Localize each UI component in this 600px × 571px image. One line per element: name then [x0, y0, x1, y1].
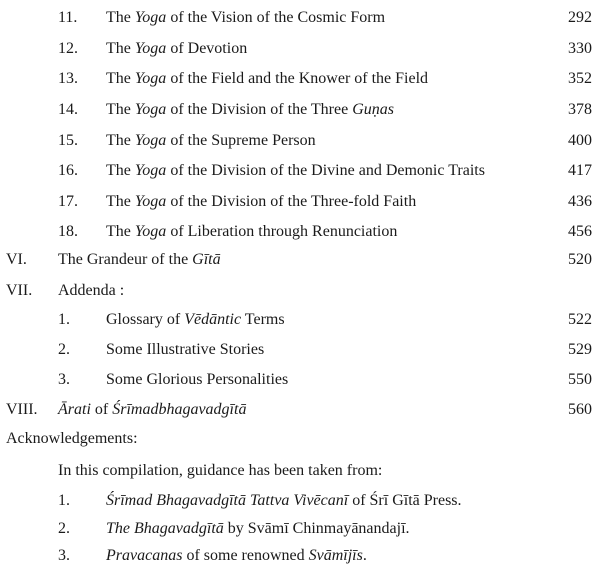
entry-number: 18.: [58, 223, 78, 240]
toc-entry-chapter-12: [0, 34, 600, 64]
toc-addenda-item-1: [0, 305, 600, 335]
entry-page-number: 292: [568, 9, 592, 26]
entry-title: The Yoga of the Division of the Three Guṇas: [106, 101, 394, 118]
toc-entry-chapter-15: [0, 126, 600, 156]
toc-addenda-item-3: [0, 365, 600, 395]
entry-page-number: 529: [568, 341, 592, 358]
entry-page-number: 330: [568, 40, 592, 57]
reference-item-1: [0, 486, 600, 516]
entry-number: 2.: [58, 341, 70, 358]
entry-title: Glossary of Vēdāntic Terms: [106, 311, 285, 328]
entry-title: The Yoga of Liberation through Renunciation: [106, 223, 398, 240]
toc-section-viii: [0, 395, 600, 425]
toc-entry-chapter-13: [0, 64, 600, 94]
toc-entry-chapter-14: [0, 95, 600, 125]
entry-page-number: 436: [568, 193, 592, 210]
reference-text: The Bhagavadgītā by Svāmī Chinmayānandajī.: [106, 520, 410, 537]
entry-number: 11.: [58, 9, 78, 26]
entry-number: 1.: [58, 311, 70, 328]
entry-page-number: 352: [568, 70, 592, 87]
section-title: Addenda :: [58, 282, 125, 299]
entry-title: The Yoga of the Field and the Knower of the Field: [106, 70, 429, 87]
reference-number: 2.: [58, 520, 70, 537]
acknowledgements-heading: Acknowledgements:: [6, 430, 138, 447]
reference-item-3: [0, 541, 600, 571]
entry-page-number: 456: [568, 223, 592, 240]
entry-number: 15.: [58, 132, 78, 149]
entry-number: 12.: [58, 40, 78, 57]
toc-entry-chapter-18: [0, 217, 600, 247]
entry-page-number: 417: [568, 162, 592, 179]
section-number: VII.: [6, 282, 33, 299]
entry-page-number: 522: [568, 311, 592, 328]
entry-number: 17.: [58, 193, 78, 210]
entry-title: The Yoga of the Division of the Three-fold Faith: [106, 193, 417, 210]
reference-number: 3.: [58, 547, 70, 564]
entry-title: The Yoga of the Supreme Person: [106, 132, 316, 149]
reference-text: Pravacanas of some renowned Svāmījīs.: [106, 547, 367, 564]
entry-page-number: 400: [568, 132, 592, 149]
entry-number: 13.: [58, 70, 78, 87]
entry-title: The Yoga of Devotion: [106, 40, 248, 57]
reference-item-2: [0, 514, 600, 544]
entry-page-number: 560: [568, 401, 592, 418]
toc-entry-chapter-11: [0, 3, 600, 33]
reference-number: 1.: [58, 492, 70, 509]
toc-entry-chapter-17: [0, 187, 600, 217]
toc-section-vii: [0, 276, 600, 306]
entry-title: Some Illustrative Stories: [106, 341, 265, 358]
toc-section-vi: [0, 245, 600, 275]
acknowledgements-intro: In this compilation, guidance has been taken from:: [58, 462, 383, 479]
entry-number: 3.: [58, 371, 70, 388]
entry-page-number: 550: [568, 371, 592, 388]
entry-title: The Yoga of the Vision of the Cosmic Form: [106, 9, 386, 26]
section-title: The Grandeur of the Gītā: [58, 251, 221, 268]
entry-title: Some Glorious Personalities: [106, 371, 289, 388]
entry-number: 14.: [58, 101, 78, 118]
toc-entry-chapter-16: [0, 156, 600, 186]
section-number: VI.: [6, 251, 27, 268]
reference-text: Śrīmad Bhagavadgītā Tattva Vivēcanī of Śrī Gītā Press.: [106, 492, 462, 509]
toc-addenda-item-2: [0, 335, 600, 365]
entry-title: The Yoga of the Division of the Divine and Demonic Traits: [106, 162, 485, 179]
entry-number: 16.: [58, 162, 78, 179]
section-title: Ārati of Śrīmadbhagavadgītā: [58, 401, 247, 418]
section-number: VIII.: [6, 401, 38, 418]
entry-page-number: 520: [568, 251, 592, 268]
entry-page-number: 378: [568, 101, 592, 118]
